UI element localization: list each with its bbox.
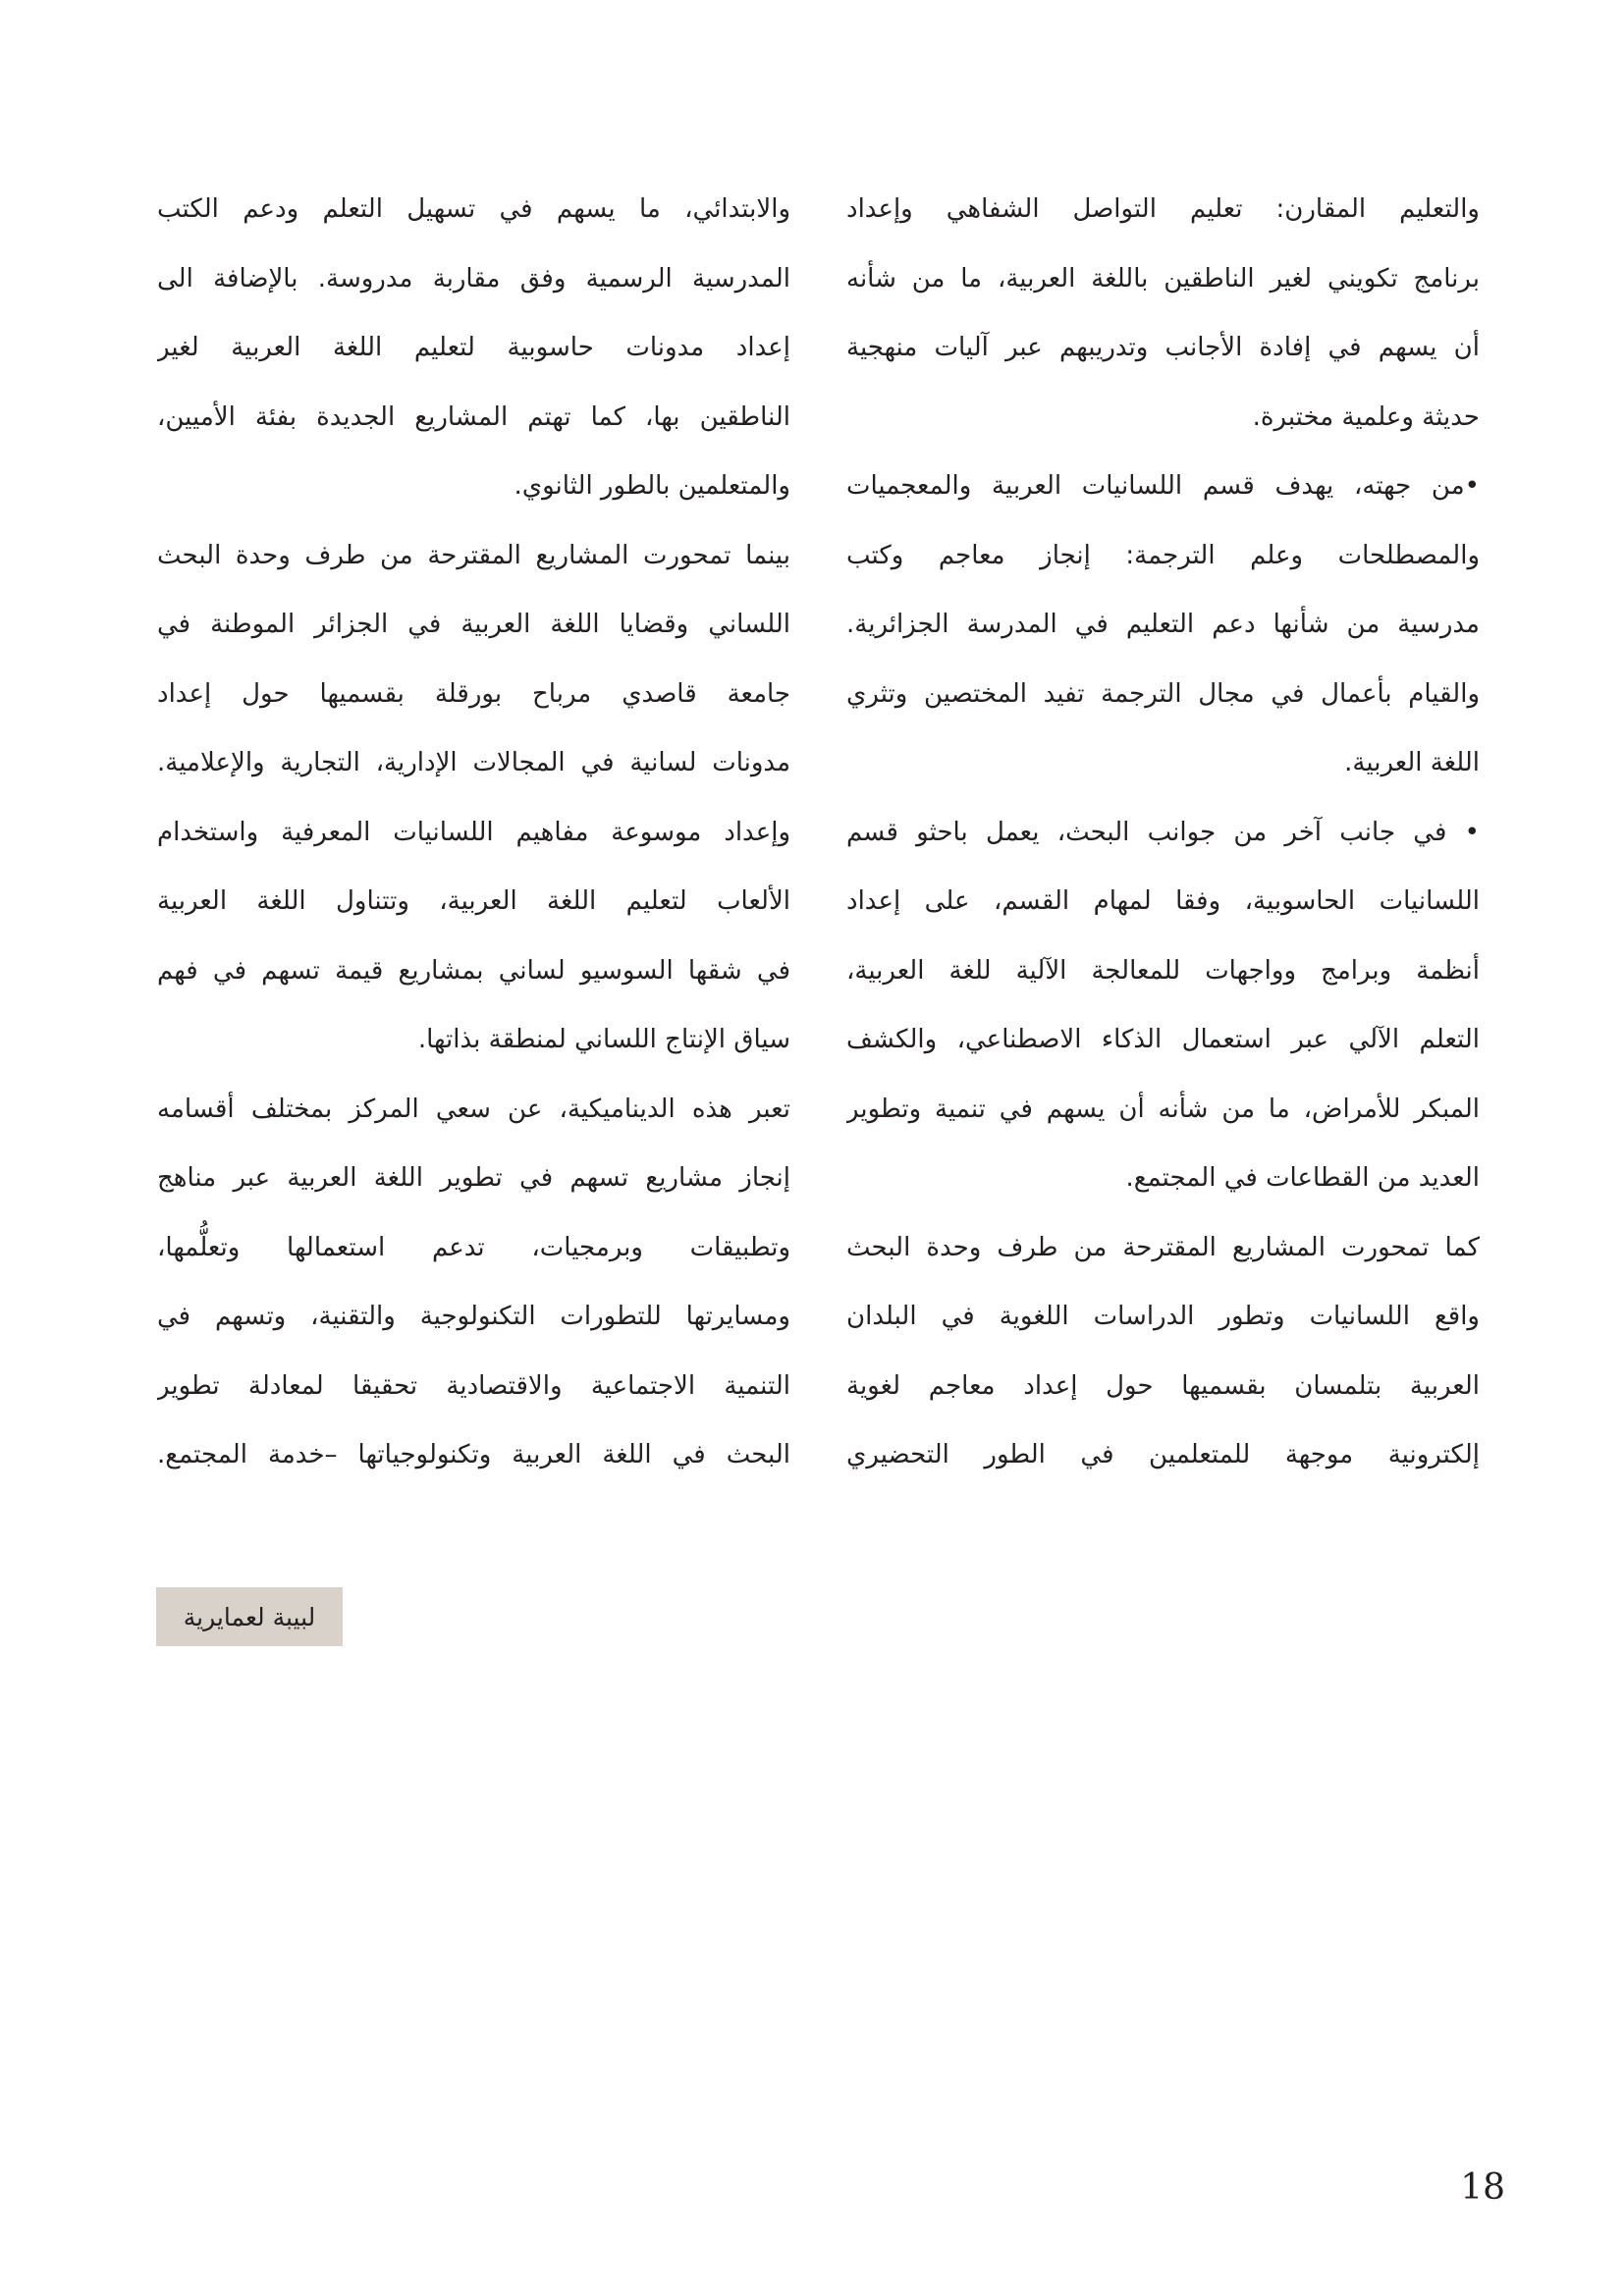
text-line: اللساني وقضايا اللغة العربية في الجزائر الموطنة في xyxy=(157,610,790,639)
text-line: والابتدائي، ما يسهم في تسهيل التعلم ودعم الكتب xyxy=(157,194,790,224)
text-line: الناطقين بها، كما تهتم المشاريع الجديدة بفئة الأميين، xyxy=(157,401,790,432)
text-line: والقيام بأعمال في مجال الترجمة تفيد المختصين وتثري xyxy=(846,678,1480,709)
text-line: جامعة قاصدي مرباح بورقلة بقسميها حول إعداد xyxy=(157,678,790,709)
text-line: التعلم الآلي عبر استعمال الذكاء الاصطناعي، والكشف xyxy=(846,1025,1480,1054)
text-line: اللغة العربية. xyxy=(1344,748,1480,777)
text-line: والمصطلحات وعلم الترجمة: إنجاز معاجم وكتب xyxy=(846,540,1480,570)
text-line: الألعاب لتعليم اللغة العربية، وتتناول اللغة العربية xyxy=(157,886,790,916)
text-line: أن يسهم في إفادة الأجانب وتدريبهم عبر آليات منهجية xyxy=(846,333,1480,362)
author-name: لبيبة لعمايرية xyxy=(183,1602,316,1631)
text-line: في شقها السوسيو لساني بمشاريع قيمة تسهم في فهم xyxy=(157,955,790,986)
text-line: إلكترونية موجهة للمتعلمين في الطور التحضيري xyxy=(846,1440,1480,1469)
text-line: كما تمحورت المشاريع المقترحة من طرف وحدة البحث xyxy=(846,1232,1480,1262)
text-line: البحث في اللغة العربية وتكنولوجياتها –خدمة المجتمع. xyxy=(157,1440,790,1469)
left-column xyxy=(157,175,790,1490)
text-line: إنجاز مشاريع تسهم في تطوير اللغة العربية عبر مناهج xyxy=(157,1163,790,1193)
text-line: مدونات لسانية في المجالات الإدارية، التجارية والإعلامية. xyxy=(157,748,790,777)
text-line: وتطبيقات وبرمجيات، تدعم استعمالها وتعلُّمها، xyxy=(157,1232,790,1262)
author-name-box xyxy=(156,1587,343,1646)
text-line: العديد من القطاعات في المجتمع. xyxy=(1125,1163,1480,1193)
text-line: اللسانيات الحاسوبية، وفقا لمهام القسم، على إعداد xyxy=(846,886,1480,916)
text-line: سياق الإنتاج اللساني لمنطقة بذاتها. xyxy=(417,1025,790,1054)
text-line: والمتعلمين بالطور الثانوي. xyxy=(514,471,790,501)
text-line: تعبر هذه الديناميكية، عن سعي المركز بمختلف أقسامه xyxy=(157,1094,790,1124)
text-line: مدرسية من شأنها دعم التعليم في المدرسة الجزائرية. xyxy=(846,610,1480,639)
text-line: والتعليم المقارن: تعليم التواصل الشفاهي وإعداد xyxy=(846,194,1480,224)
text-line: المبكر للأمراض، ما من شأنه أن يسهم في تنمية وتطوير xyxy=(846,1094,1480,1124)
text-line: • في جانب آخر من جوانب البحث، يعمل باحثو قسم xyxy=(846,817,1480,847)
text-line: ومسايرتها للتطورات التكنولوجية والتقنية، وتسهم في xyxy=(157,1302,790,1331)
right-column xyxy=(846,175,1480,1490)
text-line: بينما تمحورت المشاريع المقترحة من طرف وحدة البحث xyxy=(157,540,790,570)
text-line: التنمية الاجتماعية والاقتصادية تحقيقا لمعادلة تطوير xyxy=(157,1370,790,1401)
page-number: 18 xyxy=(1460,2167,1505,2208)
text-line: أنظمة وبرامج وواجهات للمعالجة الآلية للغة العربية، xyxy=(846,955,1480,986)
text-line: وإعداد موسوعة مفاهيم اللسانيات المعرفية واستخدام xyxy=(157,817,790,847)
text-line: إعداد مدونات حاسوبية لتعليم اللغة العربية لغير xyxy=(157,333,790,362)
text-line: واقع اللسانيات وتطور الدراسات اللغوية في البلدان xyxy=(846,1302,1480,1331)
text-line: •من جهته، يهدف قسم اللسانيات العربية والمعجميات xyxy=(846,471,1480,501)
text-line: برنامج تكويني لغير الناطقين باللغة العربية، ما من شأنه xyxy=(846,263,1480,294)
text-line: المدرسية الرسمية وفق مقاربة مدروسة. بالإضافة الى xyxy=(157,263,790,294)
text-line: العربية بتلمسان بقسميها حول إعداد معاجم لغوية xyxy=(846,1370,1480,1401)
text-line: حديثة وعلمية مختبرة. xyxy=(1252,401,1480,432)
